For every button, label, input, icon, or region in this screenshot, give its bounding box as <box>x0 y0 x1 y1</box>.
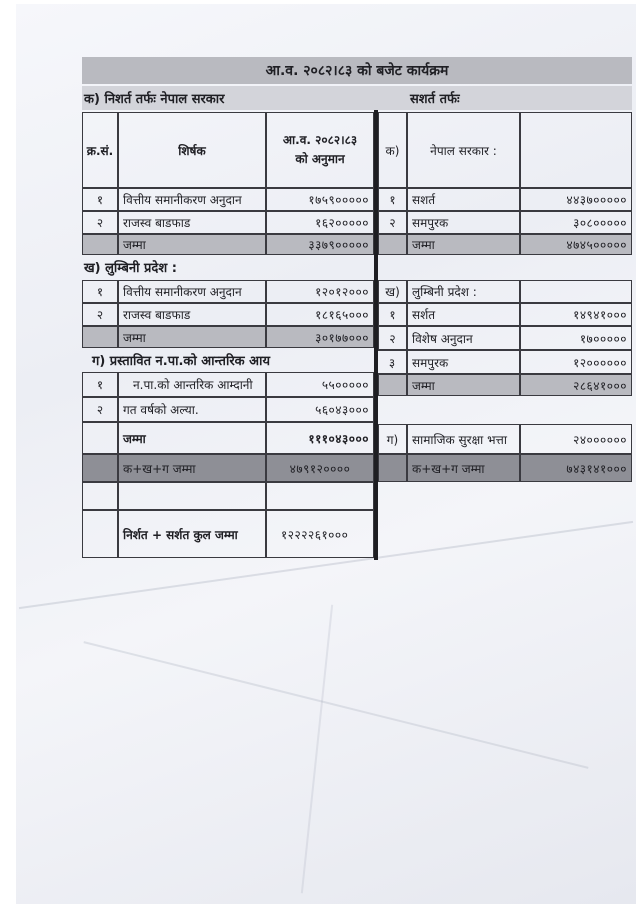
table-cell-amount: १७००००० <box>520 326 632 350</box>
header-heading: शिर्षक <box>118 112 266 188</box>
page-title: आ.व. २०८२।८३ को बजेट कार्यक्रम <box>82 57 632 84</box>
table-cell-sn <box>82 326 118 348</box>
table-cell-heading: विशेष अनुदान <box>407 326 520 350</box>
table-cell-sn: २ <box>82 303 118 326</box>
header-estimate-line1: आ.व. २०८२।८३ <box>282 133 358 147</box>
table-cell-sn: २ <box>82 397 118 422</box>
table-cell-total-amount: ३०१७७००० <box>266 326 374 348</box>
table-cell-empty <box>266 482 374 510</box>
right-ka-letter: क) <box>378 112 407 188</box>
table-cell-sn <box>82 234 118 255</box>
table-cell-total-label: जम्मा <box>407 234 520 255</box>
right-kha-letter: ख) <box>378 280 407 303</box>
table-cell-amount: ३०८००००० <box>520 211 632 234</box>
grand-total-amount: ४७९१२०००० <box>266 454 374 482</box>
table-cell-amount: १८१६५००० <box>266 303 374 326</box>
table-cell-sn <box>378 374 407 396</box>
table-cell-empty <box>82 422 118 454</box>
internal-income-section-label: ग) प्रस्तावित न.पा.को आन्तरिक आय <box>92 354 270 369</box>
table-cell-empty <box>82 482 118 510</box>
table-cell-heading: समपुरक <box>407 211 520 234</box>
overall-total-label: निर्शत + सर्शत कुल जम्मा <box>118 510 266 558</box>
table-cell-amount: १२०१२००० <box>266 280 374 303</box>
right-ga-amount: २४०००००० <box>520 424 632 454</box>
paper-crease <box>301 605 333 894</box>
table-cell-heading: वित्तीय समानीकरण अनुदान <box>118 280 266 303</box>
conditional-section-label: सशर्त तर्फः <box>410 92 460 107</box>
table-cell-heading: सशर्त <box>407 188 520 211</box>
table-cell-amount: ५५००००० <box>266 372 374 397</box>
table-cell-empty <box>118 482 266 510</box>
table-cell-empty <box>520 280 632 303</box>
table-cell-amount: १६२००००० <box>266 211 374 234</box>
table-cell-heading: वित्तीय समानीकरण अनुदान <box>118 188 266 211</box>
table-cell-total-amount: ३३७९००००० <box>266 234 374 255</box>
right-ga-label: सामाजिक सुरक्षा भत्ता <box>407 424 520 454</box>
unconditional-section-label: क) निशर्त तर्फः नेपाल सरकार <box>84 92 225 107</box>
table-cell-heading: सर्शत <box>407 303 520 326</box>
overall-total-amount: १२२२२६१००० <box>266 510 374 558</box>
table-cell-sn: २ <box>378 211 407 234</box>
table-cell-sn: २ <box>378 326 407 350</box>
table-cell-sn: १ <box>82 280 118 303</box>
table-cell-heading: गत वर्षको अल्या. <box>118 397 266 422</box>
table-cell-empty <box>520 112 632 188</box>
grand-total-label: क+ख+ग जम्मा <box>407 454 520 482</box>
province-section-label: ख) लुम्बिनी प्रदेश : <box>84 261 177 276</box>
header-estimate <box>266 112 374 188</box>
table-cell-heading: न.पा.को आन्तरिक आम्दानी <box>118 372 266 397</box>
table-cell-amount: १२०००००० <box>520 350 632 374</box>
table-cell-heading: समपुरक <box>407 350 520 374</box>
table-cell-heading: राजस्व बाडफाड <box>118 211 266 234</box>
header-sn: क्र.सं. <box>82 112 118 188</box>
table-cell-total-amount: १११०४३००० <box>266 422 374 454</box>
grand-total-label: क+ख+ग जम्मा <box>118 454 266 482</box>
table-cell-sn: १ <box>82 188 118 211</box>
table-cell-empty <box>82 510 118 558</box>
table-cell-total-label: जम्मा <box>118 326 266 348</box>
paper-crease <box>83 641 588 769</box>
table-cell-amount: १४९४१००० <box>520 303 632 326</box>
header-estimate-line2: को अनुमान <box>295 152 345 166</box>
table-cell-total-label: जम्मा <box>118 234 266 255</box>
table-cell-total-amount: २८६४१००० <box>520 374 632 396</box>
table-cell-sn: १ <box>82 372 118 397</box>
grand-total-amount: ७४३१४१००० <box>520 454 632 482</box>
table-cell-total-label: जम्मा <box>118 422 266 454</box>
table-cell-total-label: जम्मा <box>407 374 520 396</box>
table-cell-sn: १ <box>378 188 407 211</box>
table-cell-amount: १७५९००००० <box>266 188 374 211</box>
table-cell-amount: ४४३७००००० <box>520 188 632 211</box>
right-ka-label: नेपाल सरकार : <box>407 112 520 188</box>
table-cell-sn: २ <box>82 211 118 234</box>
table-cell-sn: ३ <box>378 350 407 374</box>
table-cell-total-amount: ४७४५००००० <box>520 234 632 255</box>
table-cell-empty <box>82 454 118 482</box>
table-cell-empty <box>378 454 407 482</box>
table-cell-heading: राजस्व बाडफाड <box>118 303 266 326</box>
table-cell-amount: ५६०४३००० <box>266 397 374 422</box>
right-ga-letter: ग) <box>378 424 407 454</box>
table-cell-sn: १ <box>378 303 407 326</box>
table-cell-sn <box>378 234 407 255</box>
right-kha-label: लुम्बिनी प्रदेश : <box>407 280 520 303</box>
